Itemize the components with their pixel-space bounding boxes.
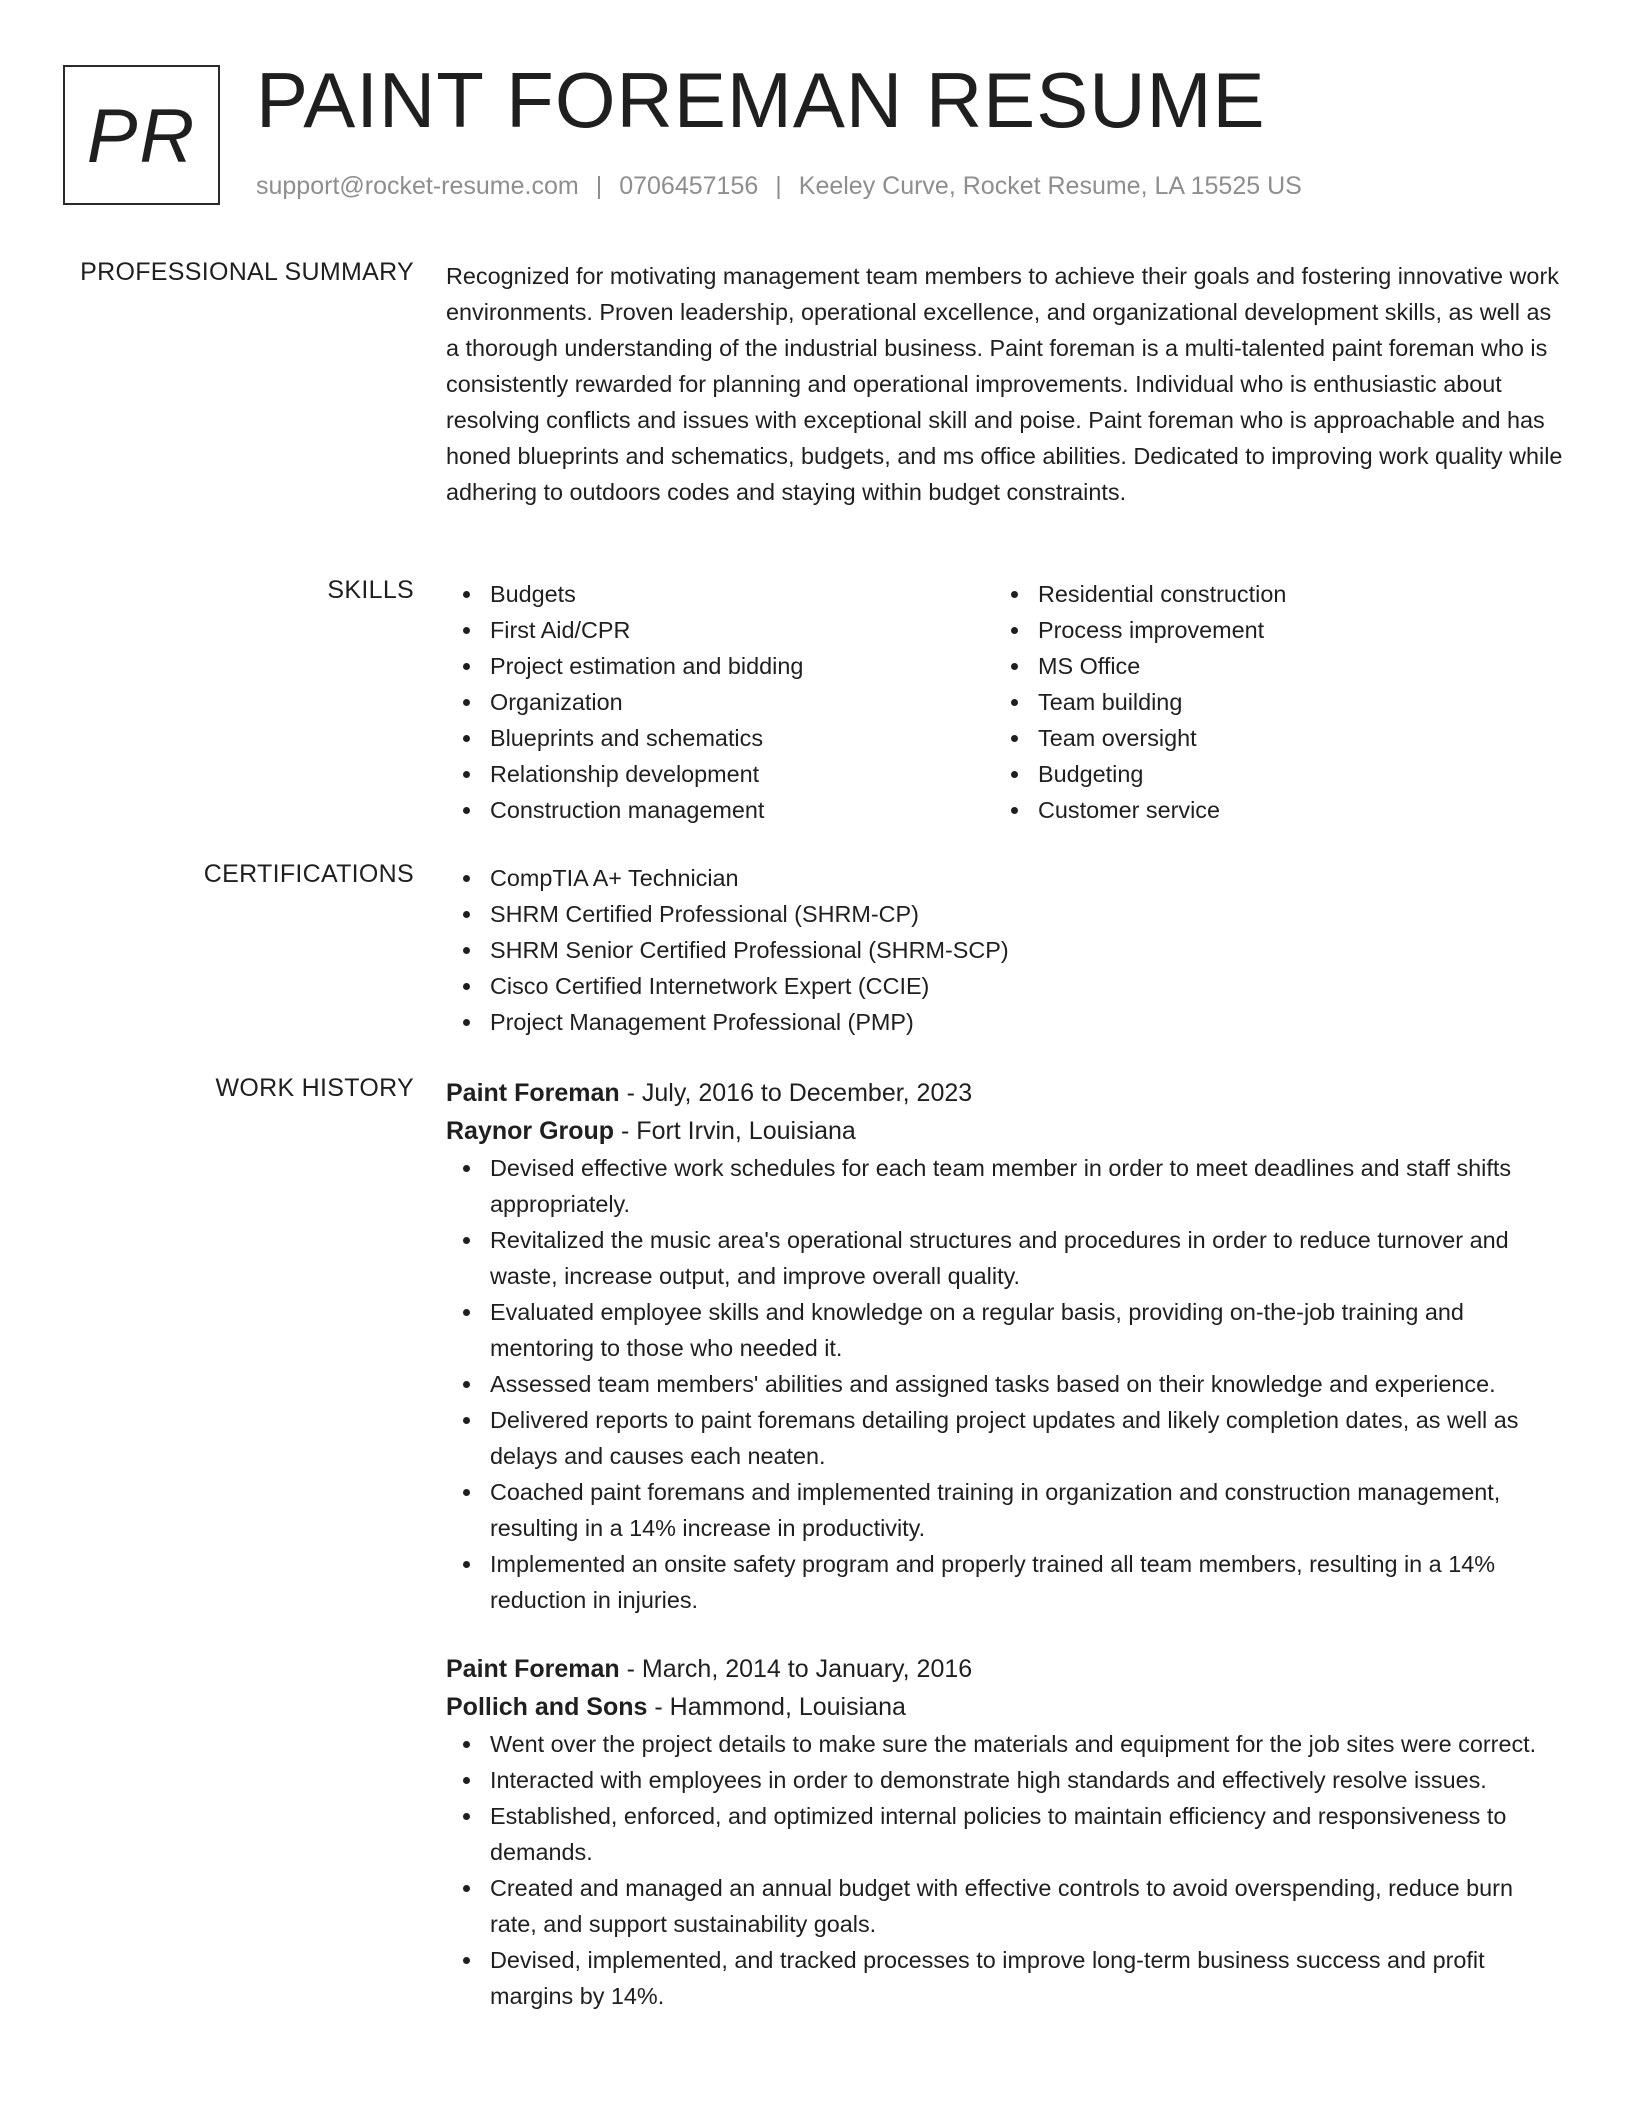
list-item: Interacted with employees in order to demonstrate high standards and effectively resolve issues. xyxy=(446,1762,1566,1798)
work-history-body xyxy=(446,1074,1566,2014)
section-label-certifications: CERTIFICATIONS xyxy=(203,860,414,888)
list-item: Cisco Certified Internetwork Expert (CCIE) xyxy=(446,968,1566,1004)
job-title: Paint Foreman xyxy=(446,1655,620,1683)
contact-address: Keeley Curve, Rocket Resume, LA 15525 US xyxy=(798,172,1302,200)
list-item: SHRM Certified Professional (SHRM-CP) xyxy=(446,896,1566,932)
list-item: Established, enforced, and optimized internal policies to maintain efficiency and responsiveness to demands. xyxy=(446,1798,1566,1870)
job-company-line xyxy=(446,1688,1566,1726)
contact-separator: | xyxy=(595,172,603,200)
monogram-box xyxy=(63,65,220,205)
contact-line xyxy=(256,172,1302,201)
skills-list-left xyxy=(446,576,994,828)
certifications-list xyxy=(446,860,1566,1040)
list-item: Implemented an onsite safety program and properly trained all team members, resulting in a 14% reduction in injuries. xyxy=(446,1546,1566,1618)
list-item: Team oversight xyxy=(994,720,1542,756)
list-item: Evaluated employee skills and knowledge on a regular basis, providing on-the-job training and mentoring to those who needed it. xyxy=(446,1294,1566,1366)
certifications-body xyxy=(446,860,1566,1040)
list-item: Process improvement xyxy=(994,612,1542,648)
section-label-work-history: WORK HISTORY xyxy=(215,1074,414,1102)
job-bullets xyxy=(446,1150,1566,1618)
job-entry xyxy=(446,1074,1566,1618)
list-item: Team building xyxy=(994,684,1542,720)
list-item: Project estimation and bidding xyxy=(446,648,994,684)
job-location: - Fort Irvin, Louisiana xyxy=(614,1117,856,1145)
job-title-line xyxy=(446,1650,1566,1688)
list-item: Delivered reports to paint foremans detailing project updates and likely completion dates, as well as delays and causes each neaten. xyxy=(446,1402,1566,1474)
list-item: SHRM Senior Certified Professional (SHRM-SCP) xyxy=(446,932,1566,968)
list-item: Customer service xyxy=(994,792,1542,828)
contact-email: support@rocket-resume.com xyxy=(256,172,579,200)
list-item: Budgeting xyxy=(994,756,1542,792)
section-label-skills: SKILLS xyxy=(327,576,414,604)
job-entry xyxy=(446,1650,1566,2014)
job-company-line xyxy=(446,1112,1566,1150)
skills-body xyxy=(446,576,1566,828)
summary-text: Recognized for motivating management team members to achieve their goals and fostering innovative work environments. Proven leadership, operational excellence, and organizational development skills, as well as a thorough understanding of the industrial business. Paint foreman is a multi-talented paint foreman who is consistently rewarded for planning and operational improvements. Individual who is enthusiastic about resolving conflicts and issues with exceptional skill and poise. Paint foreman who is approachable and has honed blueprints and schematics, budgets, and ms office abilities. Dedicated to improving work quality while adhering to outdoors codes and staying within budget constraints. xyxy=(446,263,1563,505)
list-item: Relationship development xyxy=(446,756,994,792)
job-bullets xyxy=(446,1726,1566,2014)
resume-title: PAINT FOREMAN RESUME xyxy=(256,56,1266,144)
list-item: Devised, implemented, and tracked processes to improve long-term business success and profit margins by 14%. xyxy=(446,1942,1566,2014)
job-title: Paint Foreman xyxy=(446,1079,620,1107)
list-item: Revitalized the music area's operational structures and procedures in order to reduce turnover and waste, increase output, and improve overall quality. xyxy=(446,1222,1566,1294)
job-dates: - March, 2014 to January, 2016 xyxy=(619,1655,973,1683)
job-company: Raynor Group xyxy=(446,1117,615,1145)
section-label-summary: PROFESSIONAL SUMMARY xyxy=(80,258,414,286)
skills-list-right xyxy=(994,576,1542,828)
list-item: Residential construction xyxy=(994,576,1542,612)
job-location: - Hammond, Louisiana xyxy=(647,1693,906,1721)
list-item: Organization xyxy=(446,684,994,720)
job-dates: - July, 2016 to December, 2023 xyxy=(619,1079,973,1107)
monogram-initials: PR xyxy=(86,94,197,179)
list-item: Coached paint foremans and implemented training in organization and construction management, resulting in a 14% increase in productivity. xyxy=(446,1474,1566,1546)
job-title-line xyxy=(446,1074,1566,1112)
skills-grid xyxy=(446,576,1566,828)
list-item: Construction management xyxy=(446,792,994,828)
list-item: Went over the project details to make sure the materials and equipment for the job sites were correct. xyxy=(446,1726,1566,1762)
list-item: Devised effective work schedules for each team member in order to meet deadlines and staff shifts appropriately. xyxy=(446,1150,1566,1222)
list-item: CompTIA A+ Technician xyxy=(446,860,1566,896)
list-item: Project Management Professional (PMP) xyxy=(446,1004,1566,1040)
list-item: Created and managed an annual budget with effective controls to avoid overspending, reduce burn rate, and support sustainability goals. xyxy=(446,1870,1566,1942)
list-item: Blueprints and schematics xyxy=(446,720,994,756)
list-item: Budgets xyxy=(446,576,994,612)
job-company: Pollich and Sons xyxy=(446,1693,648,1721)
contact-separator: | xyxy=(775,172,782,200)
contact-phone: 0706457156 xyxy=(619,172,759,200)
list-item: First Aid/CPR xyxy=(446,612,994,648)
list-item: MS Office xyxy=(994,648,1542,684)
list-item: Assessed team members' abilities and assigned tasks based on their knowledge and experience. xyxy=(446,1366,1566,1402)
